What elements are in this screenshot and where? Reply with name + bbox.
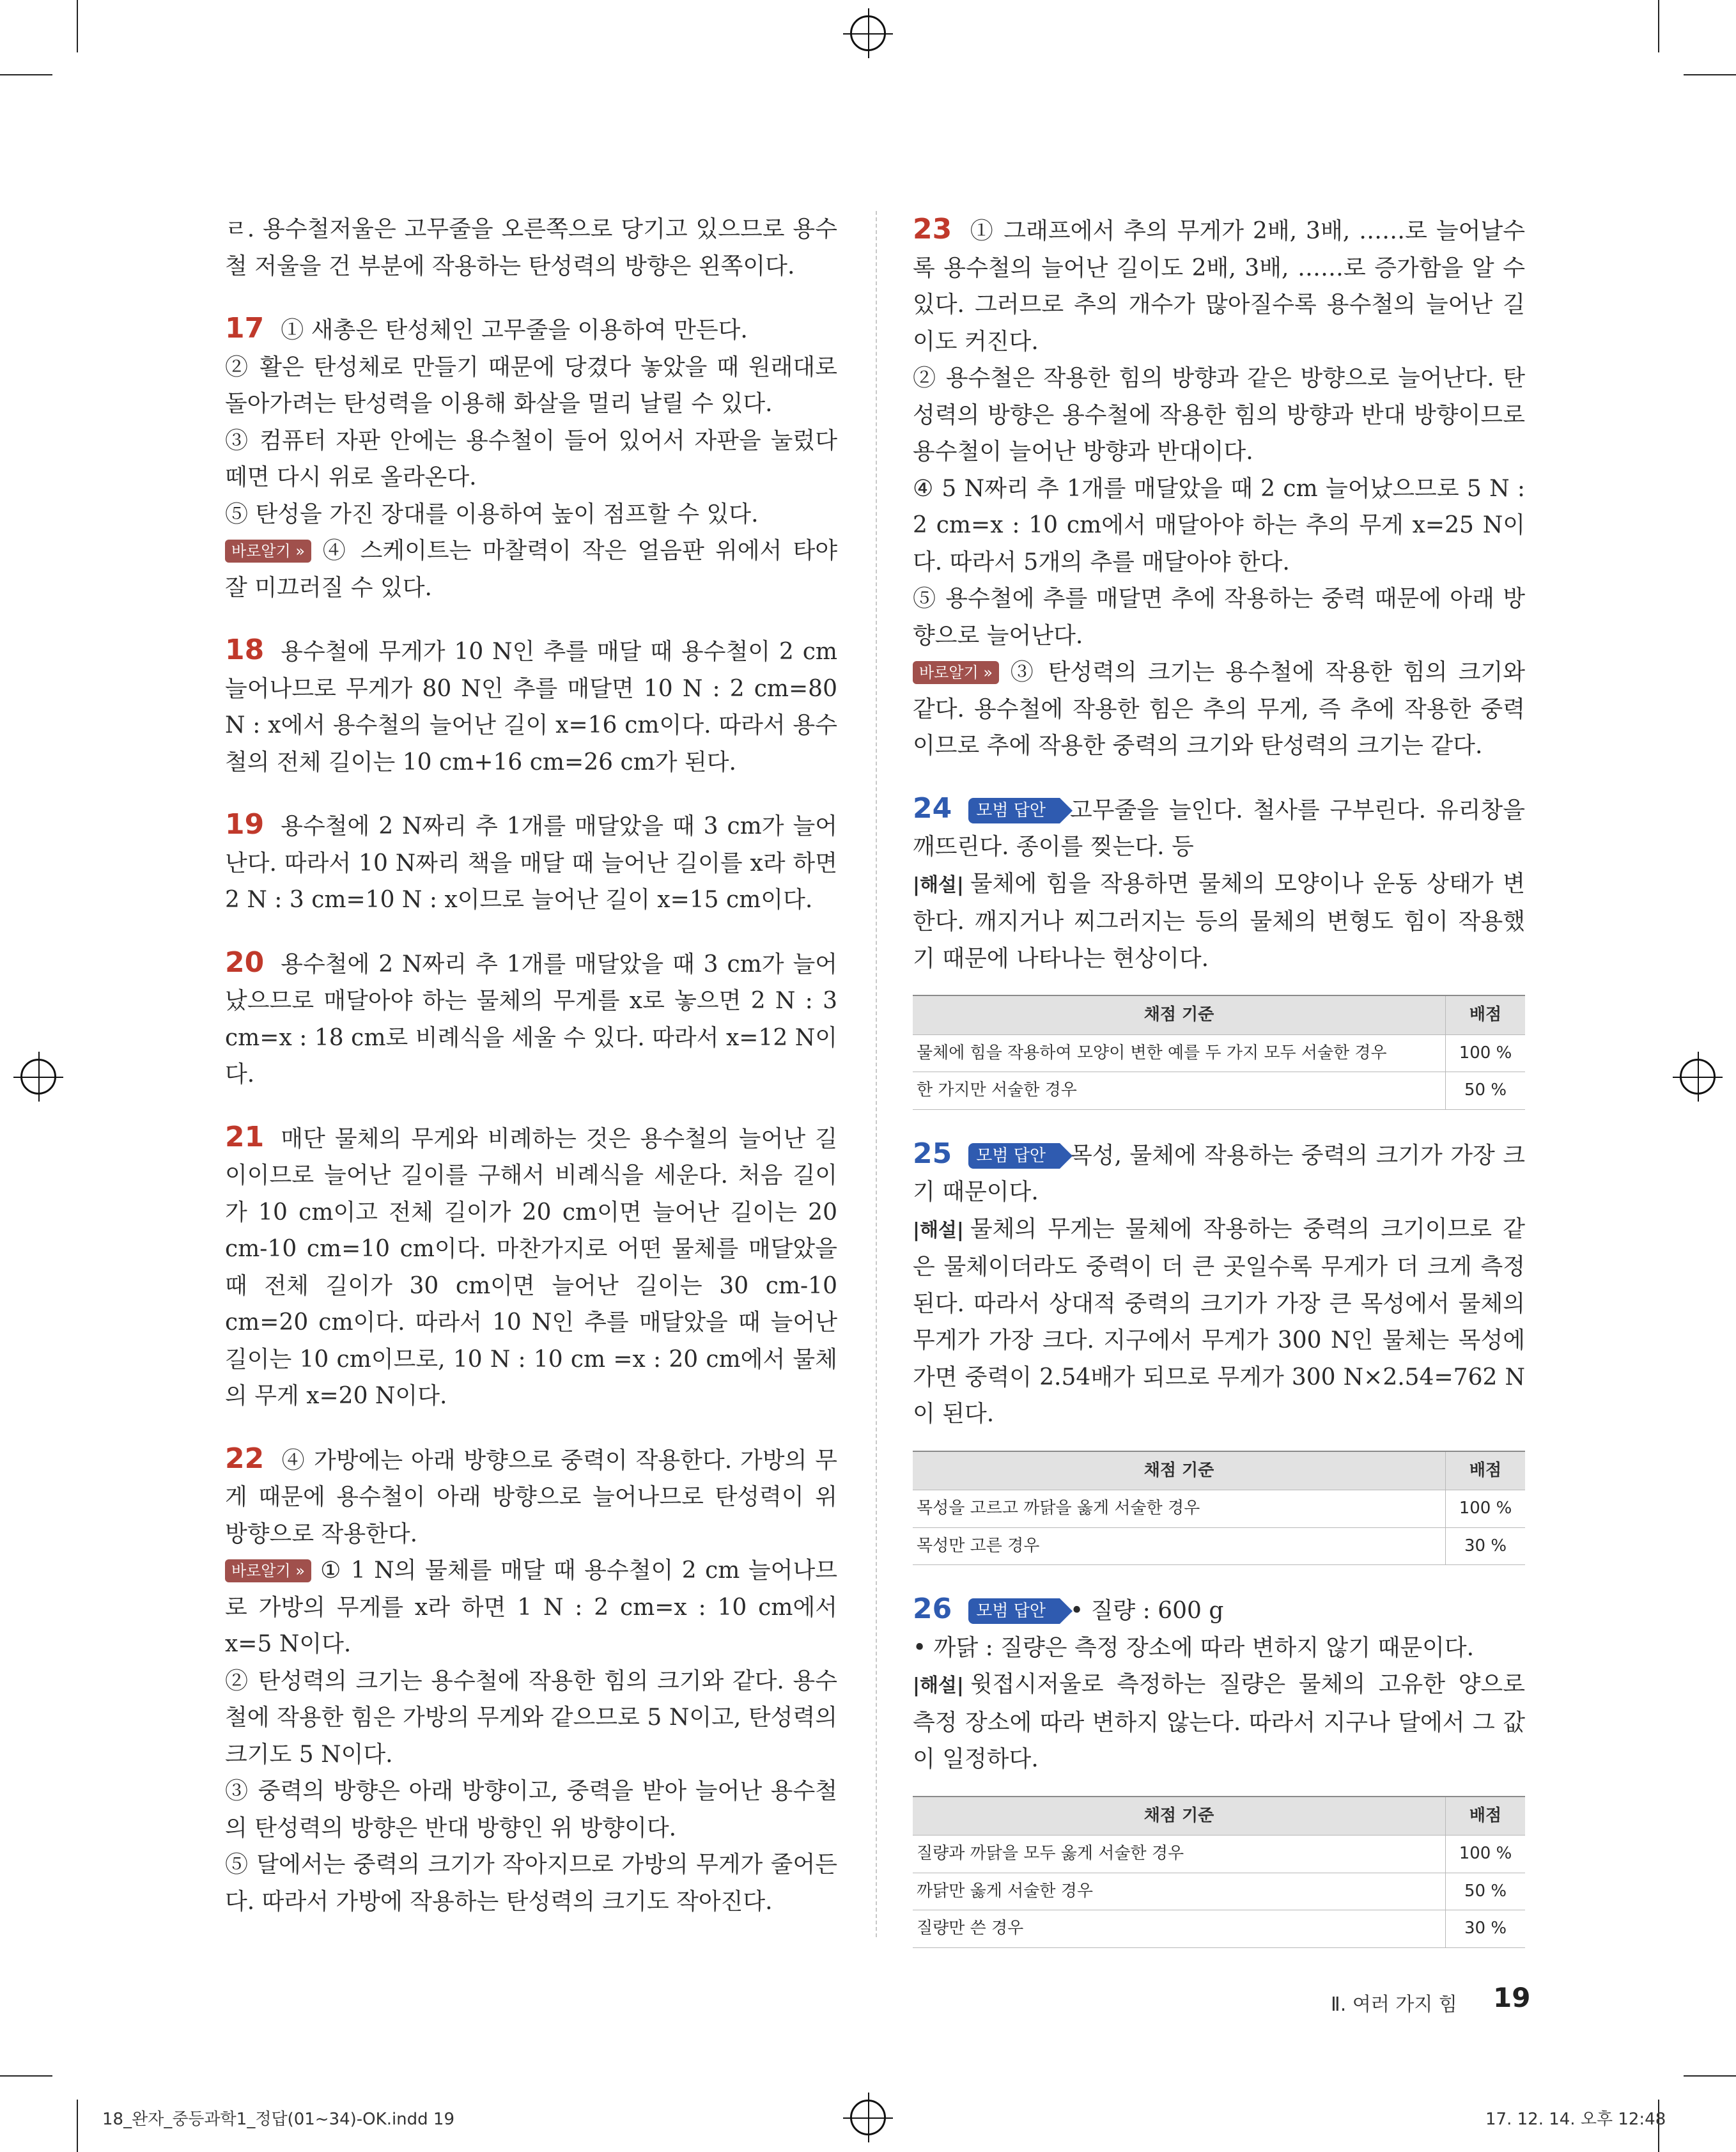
model-answer-tag: 모범 답안 — [968, 1598, 1060, 1624]
question-number: 26 — [913, 1593, 952, 1625]
explanation-label: |해설| — [913, 1219, 964, 1242]
crop-mark — [1658, 0, 1659, 52]
table-row — [913, 1490, 1525, 1528]
print-slug-timestamp: 17. 12. 14. 오후 12:48 — [1485, 2110, 1666, 2129]
answer-line: ② 탄성력의 크기는 용수철에 작용한 힘의 크기와 같다. 용수철에 작용한 힘은 가방의 무게와 같으므로 5 N이고, 탄성력의 크기도 5 N이다. — [225, 1667, 837, 1768]
crop-mark — [77, 0, 78, 52]
score-cell: 100 % — [1446, 1490, 1526, 1528]
crop-mark — [1684, 74, 1736, 75]
answer-line: ⑤ 용수철에 추를 매달면 추에 작용하는 중력 때문에 아래 방향으로 늘어난다. — [913, 586, 1525, 649]
correction-text: ① 1 N의 물체를 매달 때 용수철이 2 cm 늘어나므로 가방의 무게를 x라 하면 1 N : 2 cm=x : 10 cm에서 x=5 N이다. — [225, 1557, 837, 1657]
answer-25 — [913, 1135, 1525, 1566]
question-number: 21 — [225, 1120, 265, 1153]
score-cell: 100 % — [1446, 1836, 1526, 1873]
table-row — [913, 1873, 1525, 1910]
explanation-label: |해설| — [913, 1674, 964, 1697]
criteria-cell: 목성만 고른 경우 — [913, 1527, 1446, 1565]
score-cell: 100 % — [1446, 1034, 1526, 1072]
question-number: 18 — [225, 634, 265, 666]
answer-19 — [225, 806, 837, 919]
answer-text: 용수철에 2 N짜리 추 1개를 매달았을 때 3 cm가 늘어난다. 따라서 10 N짜리 책을 매달 때 늘어난 길이를 x라 하면 2 N : 3 cm=10 N : x이므로 늘어난 길이 x=15 cm이다. — [225, 813, 837, 913]
criteria-cell: 질량만 쓴 경우 — [913, 1910, 1446, 1948]
crop-mark — [77, 2100, 78, 2152]
criteria-header: 채점 기준 — [913, 1797, 1446, 1836]
table-row — [913, 1072, 1525, 1110]
correction-text: ④ 스케이트는 마찰력이 작은 얼음판 위에서 타야 잘 미끄러질 수 있다. — [225, 538, 837, 601]
answer-text: 매단 물체의 무게와 비례하는 것은 용수철의 늘어난 길이이므로 늘어난 길이를 구해서 비례식을 세운다. 처음 길이가 10 cm이고 전체 길이가 20 cm이면 늘어난 길이는 20 cm-10 cm=10 cm이다. 마찬가지로 어떤 물체를 매달았을 때 전체 길이가 30 cm이면 늘어난 길이는 30 cm-10 cm=20 cm이다. 따라서 10 N인 추를 매달았을 때 늘어난 길이는 10 cm이므로, 10 N : 10 cm =x : 20 cm에서 물체의 무게 x=20 N이다. — [225, 1125, 837, 1409]
registration-mark-right — [1680, 1059, 1716, 1095]
score-cell: 50 % — [1446, 1072, 1526, 1110]
table-row — [913, 1527, 1525, 1565]
column-divider — [876, 211, 877, 1937]
answer-24 — [913, 790, 1525, 1110]
answer-intro — [225, 211, 837, 285]
registration-mark-bottom — [850, 2100, 886, 2135]
answer-line: ③ 컴퓨터 자판 안에는 용수철이 들어 있어서 자판을 눌렀다 떼면 다시 위로 올라온다. — [225, 427, 837, 490]
correction-text: ③ 탄성력의 크기는 용수철에 작용한 힘의 크기와 같다. 용수철에 작용한 힘은 추의 무게, 즉 추에 작용한 중력이므로 추에 작용한 중력의 크기와 탄성력의 크기는 같다. — [913, 659, 1525, 759]
model-answer-text: • 까닭 : 질량은 측정 장소에 따라 변하지 않기 때문이다. — [913, 1634, 1475, 1661]
answer-line: ② 용수철은 작용한 힘의 방향과 같은 방향으로 늘어난다. 탄성력의 방향은 용수철에 작용한 힘의 방향과 반대 방향이므로 용수철이 늘어난 방향과 반대이다. — [913, 365, 1525, 465]
crop-mark — [0, 74, 52, 75]
answer-text: ④ 가방에는 아래 방향으로 중력이 작용한다. 가방의 무게 때문에 용수철이 아래 방향으로 늘어나므로 탄성력이 위 방향으로 작용한다. — [225, 1447, 837, 1547]
print-slug-file: 18_완자_중등과학1_정답(01~34)-OK.indd 19 — [102, 2110, 455, 2129]
correction-tag: 바로알기 » — [225, 1559, 311, 1582]
score-cell: 30 % — [1446, 1527, 1526, 1565]
answer-line: ⑤ 달에서는 중력의 크기가 작아지므로 가방의 무게가 줄어든다. 따라서 가방에 작용하는 탄성력의 크기도 작아진다. — [225, 1852, 837, 1915]
correction-tag: 바로알기 » — [913, 661, 999, 684]
answer-line: ⑤ 탄성을 가진 장대를 이용하여 높이 점프할 수 있다. — [225, 501, 759, 527]
model-answer-tag: 모범 답안 — [968, 1143, 1060, 1169]
explanation-label: |해설| — [913, 873, 964, 896]
criteria-cell: 질량과 까닭을 모두 옳게 서술한 경우 — [913, 1836, 1446, 1873]
table-row — [913, 1836, 1525, 1873]
criteria-cell: 한 가지만 서술한 경우 — [913, 1072, 1446, 1110]
question-number: 24 — [913, 791, 952, 825]
crop-mark — [0, 2075, 52, 2077]
criteria-cell: 까닭만 옳게 서술한 경우 — [913, 1873, 1446, 1910]
intro-text: ㄹ. 용수철저울은 고무줄을 오른쪽으로 당기고 있으므로 용수철 저울을 건 부분에 작용하는 탄성력의 방향은 왼쪽이다. — [225, 216, 837, 279]
model-answer-text: 목성, 물체에 작용하는 중력의 크기가 가장 크기 때문이다. — [913, 1142, 1525, 1205]
question-number: 17 — [225, 312, 265, 345]
answer-26 — [913, 1591, 1525, 1948]
score-header: 배점 — [1446, 1797, 1526, 1836]
answer-line: ③ 중력의 방향은 아래 방향이고, 중력을 받아 늘어난 용수철의 탄성력의 방향은 반대 방향인 위 방향이다. — [225, 1778, 837, 1841]
explanation-text: 윗접시저울로 측정하는 질량은 물체의 고유한 양으로 측정 장소에 따라 변하지 않는다. 따라서 지구나 달에서 그 값이 일정하다. — [913, 1671, 1525, 1772]
score-header: 배점 — [1446, 995, 1526, 1034]
grading-table — [913, 995, 1525, 1110]
answer-21 — [225, 1119, 837, 1415]
criteria-cell: 목성을 고르고 까닭을 옳게 서술한 경우 — [913, 1490, 1446, 1528]
table-row — [913, 1910, 1525, 1948]
page-number: 19 — [1493, 1982, 1531, 2013]
section-title: Ⅱ. 여러 가지 힘 — [1331, 1993, 1457, 2016]
left-column — [225, 211, 837, 1945]
explanation-text: 물체의 무게는 물체에 작용하는 중력의 크기이므로 같은 물체이더라도 중력이 더 큰 곳일수록 무게가 더 크게 측정된다. 따라서 상대적 중력의 크기가 가장 큰 목성에서 물체의 무게가 가장 크다. 지구에서 무게가 300 N인 물체는 목성에 가면 중력이 2.54배가 되므로 무게가 300 N×2.54=762 N이 된다. — [913, 1215, 1525, 1427]
score-cell: 50 % — [1446, 1873, 1526, 1910]
answer-text: 용수철에 2 N짜리 추 1개를 매달았을 때 3 cm가 늘어났으므로 매달아야 하는 물체의 무게를 x로 놓으면 2 N : 3 cm=x : 18 cm로 비례식을 세울 수 있다. 따라서 x=12 N이다. — [225, 951, 837, 1088]
answer-22 — [225, 1440, 837, 1921]
answer-17 — [225, 310, 837, 606]
question-number: 22 — [225, 1442, 265, 1475]
criteria-header: 채점 기준 — [913, 1451, 1446, 1490]
question-number: 25 — [913, 1137, 952, 1170]
table-row — [913, 1034, 1525, 1072]
answer-text: 용수철에 무게가 10 N인 추를 매달 때 용수철이 2 cm 늘어나므로 무게가 80 N인 추를 매달면 10 N : 2 cm=80 N : x에서 용수철의 늘어난 길이 x=16 cm이다. 따라서 용수철의 전체 길이는 10 cm+16 cm=26 cm가 된다. — [225, 639, 837, 776]
model-answer-text: 고무줄을 늘인다. 철사를 구부린다. 유리창을 깨뜨린다. 종이를 찢는다. 등 — [913, 797, 1525, 860]
correction-tag: 바로알기 » — [225, 540, 311, 563]
score-cell: 30 % — [1446, 1910, 1526, 1948]
question-number: 19 — [225, 808, 265, 841]
answer-line: ① 그래프에서 추의 무게가 2배, 3배, ……로 늘어날수록 용수철의 늘어난 길이도 2배, 3배, ……로 증가함을 알 수 있다. 그러므로 추의 개수가 많아질수록 용수철의 늘어난 길이도 커진다. — [913, 218, 1525, 355]
answer-line: ② 활은 탄성체로 만들기 때문에 당겼다 놓았을 때 원래대로 돌아가려는 탄성력을 이용해 화살을 멀리 날릴 수 있다. — [225, 354, 837, 417]
answer-20 — [225, 944, 837, 1093]
answer-18 — [225, 632, 837, 781]
grading-table — [913, 1796, 1525, 1948]
crop-mark — [1684, 2075, 1736, 2077]
answer-line: ④ 5 N짜리 추 1개를 매달았을 때 2 cm 늘어났으므로 5 N : 2 cm=x : 10 cm에서 매달아야 하는 추의 무게 x=25 N이다. 따라서 5개의 추를 매달아야 한다. — [913, 475, 1525, 575]
right-column — [913, 211, 1525, 1974]
criteria-header: 채점 기준 — [913, 995, 1446, 1034]
score-header: 배점 — [1446, 1451, 1526, 1490]
answer-line: ① 새총은 탄성체인 고무줄을 이용하여 만든다. — [281, 317, 748, 343]
registration-mark-top — [850, 15, 886, 51]
question-number: 20 — [225, 946, 265, 979]
question-number: 23 — [913, 213, 952, 246]
explanation-text: 물체에 힘을 작용하면 물체의 모양이나 운동 상태가 변한다. 깨지거나 찌그러지는 등의 물체의 변형도 힘이 작용했기 때문에 나타나는 현상이다. — [913, 870, 1525, 972]
model-answer-text: • 질량 : 600 g — [1069, 1598, 1224, 1624]
answer-23 — [913, 211, 1525, 765]
criteria-cell: 물체에 힘을 작용하여 모양이 변한 예를 두 가지 모두 서술한 경우 — [913, 1034, 1446, 1072]
registration-mark-left — [20, 1059, 56, 1095]
grading-table — [913, 1451, 1525, 1566]
model-answer-tag: 모범 답안 — [968, 798, 1060, 823]
